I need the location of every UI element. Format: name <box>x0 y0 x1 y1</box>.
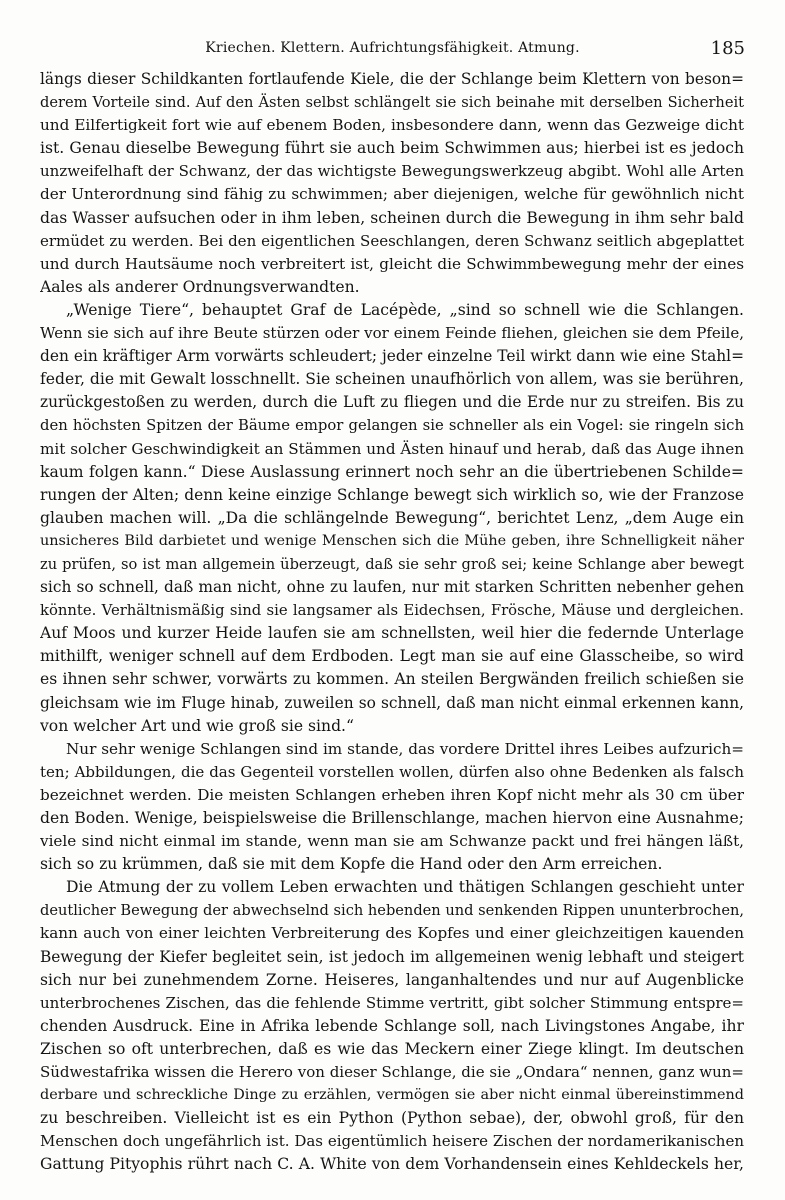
text-line: Zischen so oft unterbrechen, daß es wie das Meckern einer Ziege klingt. Im deutschen <box>40 1039 744 1058</box>
page-header <box>40 38 745 66</box>
text-line: kaum folgen kann.“ Diese Auslassung erinnert noch sehr an die übertriebenen Schilde= <box>40 462 744 481</box>
text-line: und durch Hautsäume noch verbreitert ist, gleicht die Schwimmbewegung mehr der eines <box>40 254 744 273</box>
text-line: gleichsam wie im Fluge hinab, zuweilen so schnell, daß man nicht einmal erkennen kann, <box>40 693 744 712</box>
text-line: zu prüfen, so ist man allgemein überzeugt, daß sie sehr groß sei; keine Schlange aber bewegt <box>40 555 744 573</box>
text-line: Auf Moos und kurzer Heide laufen sie am schnellsten, weil hier die federnde Unterlage <box>40 624 744 643</box>
text-line: sich so schnell, daß man nicht, ohne zu laufen, nur mit starken Schritten nebenher gehen <box>40 578 744 597</box>
text-line: zu beschreiben. Vielleicht ist es ein Python (Python sebae), der, obwohl groß, für den <box>40 1109 744 1128</box>
text-line: derbare und schreckliche Dinge zu erzählen, vermögen sie aber nicht einmal übereinstimmend <box>40 1087 744 1104</box>
text-line: Aales als anderer Ordnungsverwandten. <box>40 277 360 296</box>
text-line: rungen der Alten; denn keine einzige Schlange bewegt sich wirklich so, wie der Franzose <box>40 485 744 504</box>
text-line: den Boden. Wenige, beispielsweise die Brillenschlange, machen hiervon eine Ausnahme; <box>40 809 744 827</box>
text-line: könnte. Verhältnismäßig sind sie langsamer als Eidechsen, Frösche, Mäuse und dergleichen. <box>40 602 744 620</box>
text-line: kann auch von einer leichten Verbreiterung des Kopfes und einer gleichzeitigen kauenden <box>40 924 744 943</box>
text-line: zurückgestoßen zu werden, durch die Luft zu fliegen und die Erde nur zu streifen. Bis zu <box>40 393 744 412</box>
text-line: ten; Abbildungen, die das Gegenteil vorstellen wollen, dürfen also ohne Bedenken als falsch <box>40 762 744 781</box>
text-line: chenden Ausdruck. Eine in Afrika lebende Schlange soll, nach Livingstones Angabe, ihr <box>40 1016 744 1035</box>
text-line: unsicheres Bild darbietet und wenige Menschen sich die Mühe geben, ihre Schnelligkeit näher <box>40 532 744 549</box>
text-line: mithilft, weniger schnell auf dem Erdboden. Legt man sie auf eine Glasscheibe, so wird <box>40 647 744 666</box>
text-line: der Unterordnung sind fähig zu schwimmen; aber diejenigen, welche für gewöhnlich nicht <box>40 185 744 204</box>
text-line: bezeichnet werden. Die meisten Schlangen erheben ihren Kopf nicht mehr als 30 cm über <box>40 785 744 804</box>
text-line: „Wenige Tiere“, behauptet Graf de Lacépède, „sind so schnell wie die Schlangen. <box>66 300 744 319</box>
text-line: Wenn sie sich auf ihre Beute stürzen oder vor einem Feinde fliehen, gleichen sie dem Pfeile, <box>40 324 744 343</box>
text-line: derem Vorteile sind. Auf den Ästen selbst schlängelt sie sich beinahe mit derselben Sicherheit <box>40 94 744 112</box>
text-line: den höchsten Spitzen der Bäume empor gelangen sie schneller als ein Vogel: sie ringeln sich <box>40 417 744 435</box>
text-line: glauben machen will. „Da die schlängelnde Bewegung“, berichtet Lenz, „dem Auge ein <box>40 508 744 527</box>
text-line: unzweifelhaft der Schwanz, der das wichtigste Bewegungswerkzeug abgibt. Wohl alle Arten <box>40 162 744 181</box>
text-line: den ein kräftiger Arm vorwärts schleudert; jeder einzelne Teil wirkt dann wie eine Stahl= <box>40 347 744 366</box>
text-line: feder, die mit Gewalt losschnellt. Sie scheinen unaufhörlich von allem, was sie berühren, <box>40 370 744 389</box>
text-line: Die Atmung der zu vollem Leben erwachten und thätigen Schlangen geschieht unter <box>66 878 744 897</box>
page-number: 185 <box>710 38 745 59</box>
text-line: sich so zu krümmen, daß sie mit dem Kopfe die Hand oder den Arm erreichen. <box>40 855 663 874</box>
running-head: Kriechen. Klettern. Aufrichtungsfähigkeit. Atmung. <box>205 40 580 56</box>
body-text <box>40 68 744 1177</box>
text-line: ermüdet zu werden. Bei den eigentlichen Seeschlangen, deren Schwanz seitlich abgeplattet <box>40 231 744 250</box>
text-line: ist. Genau dieselbe Bewegung führt sie auch beim Schwimmen aus; hierbei ist es jedoch <box>40 139 744 158</box>
text-line: Menschen doch ungefährlich ist. Das eigentümlich heisere Zischen der nordamerikanischen <box>40 1132 744 1151</box>
text-line: es ihnen sehr schwer, vorwärts zu kommen. An steilen Bergwänden freilich schießen sie <box>40 670 744 689</box>
text-line: und Eilfertigkeit fort wie auf ebenem Boden, insbesondere dann, wenn das Gezweige dicht <box>40 116 744 135</box>
text-line: Bewegung der Kiefer begleitet sein, ist jedoch im allgemeinen wenig lebhaft und steigert <box>40 947 744 966</box>
text-line: viele sind nicht einmal im stande, wenn man sie am Schwanze packt und frei hängen läßt, <box>40 832 744 851</box>
text-line: Gattung Pityophis rührt nach C. A. White von dem Vorhandensein eines Kehldeckels her, <box>40 1155 744 1174</box>
text-line: Südwestafrika wissen die Herero von dieser Schlange, die sie „Ondara“ nennen, ganz wun= <box>40 1063 744 1082</box>
text-line: mit solcher Geschwindigkeit an Stämmen und Ästen hinauf und herab, daß das Auge ihnen <box>40 439 744 458</box>
text-line: von welcher Art und wie groß sie sind.“ <box>40 716 354 735</box>
text-line: deutlicher Bewegung der abwechselnd sich hebenden und senkenden Rippen ununterbrochen, <box>40 902 744 920</box>
text-line: unterbrochenes Zischen, das die fehlende Stimme vertritt, gibt solcher Stimmung entspre= <box>40 993 744 1012</box>
text-line: Nur sehr wenige Schlangen sind im stande, das vordere Drittel ihres Leibes aufzurich= <box>66 739 744 758</box>
text-line: das Wasser aufsuchen oder in ihm leben, scheinen durch die Bewegung in ihm sehr bald <box>40 208 744 227</box>
text-line: längs dieser Schildkanten fortlaufende Kiele, die der Schlange beim Klettern von beson= <box>40 70 744 88</box>
text-line: sich nur bei zunehmendem Zorne. Heiseres, langanhaltendes und nur auf Augenblicke <box>40 970 744 989</box>
